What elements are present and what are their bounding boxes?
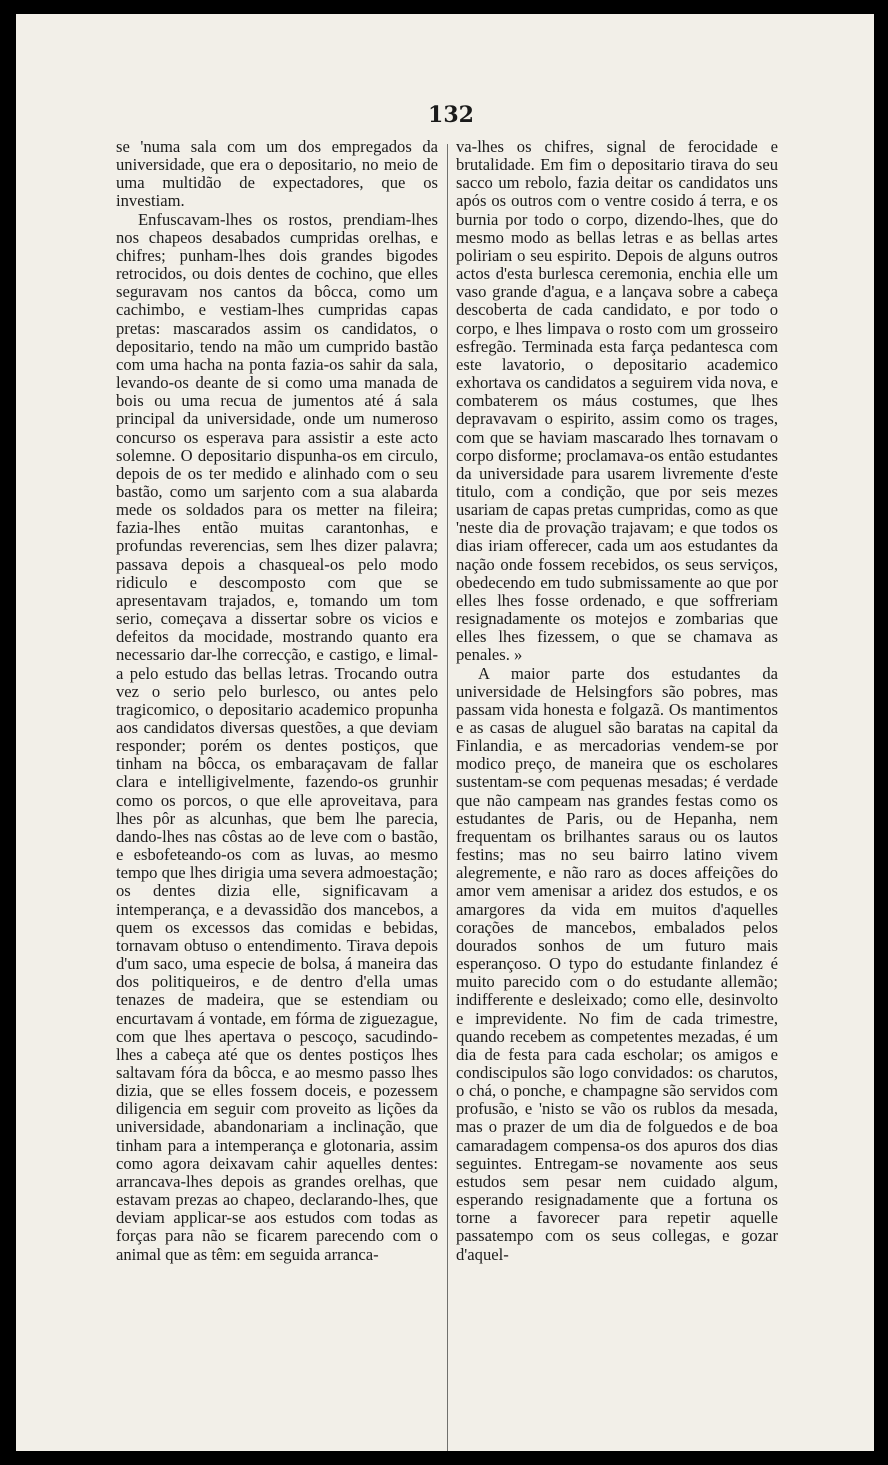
right-paragraph-1: va-lhes os chifres, signal de ferocidade e brutalidade. Em fim o depositario tirava do seu sacco um rebolo, fazia deitar os candidatos uns após os outros com o ventre cosido á terra, e os burnia por todo o corpo, dizendo-lhes, que do mesmo modo as bellas letras e as bellas artes poliriam o seu espirito. Depois de alguns outros actos d'esta burlesca ceremonia, enchia elle um vaso grande d'agua, e a lançava sobre a cabeça descoberta de cada candidato, e por todo o corpo, e lhes limpava o rosto com um grosseiro esfregão. Terminada esta farça pedantesca com este lavatorio, o depositario academico exhortava os candidatos a seguirem vida nova, e combaterem os máus costumes, que lhes depravavam o espirito, assim como os trages, com que se haviam mascarado lhes tornavam o corpo disforme; proclamava-os então estudantes da universidade para usarem livremente d'este titulo, com a condição, que por seis mezes usariam de capas pretas cumpridas, como as que 'neste dia de provação trajavam; e que todos os dias iriam offerecer, cada um aos estudantes da nação onde fossem recebidos, os seus serviços, obedecendo em tudo submissamente ao que por elles lhes fosse ordenado, e que soffreriam resignadamente os motejos e zombarias que elles lhes fizessem, o que se chamava as penales. » xyxy=(456,137,778,665)
right-column xyxy=(456,138,778,1264)
left-paragraph-2: Enfuscavam-lhes os rostos, prendiam-lhes nos chapeos desabados cumpridas orelhas, e chifres; punham-lhes dois grandes bigodes retrocidos, ou dois dentes de cochino, que elles seguravam nos cantos da bôcca, como um cachimbo, e vestiam-lhes cumpridas capas pretas: mascarados assim os candidatos, o depositario, tendo na mão um cumprido bastão com uma hacha na ponta fazia-os sahir da sala, levando-os deante de si como uma manada de bois ou uma recua de jumentos até á sala principal da universidade, onde um numeroso concurso os esperava para assistir a este acto solemne. O depositario dispunha-os em circulo, depois de os ter medido e alinhado com o seu bastão, como um sarjento com a sua alabarda mede os soldados para os metter na fileira; fazia-lhes então muitas carantonhas, e profundas reverencias, sem lhes dizer palavra; passava depois a chasqueal-os pelo modo ridiculo e descomposto com que se apresentavam trajados, e, tomando um tom serio, começava a dissertar sobre os vicios e defeitos da mocidade, mostrando quanto era necessario dar-lhe correcção, e castigo, e limal-a pelo estudo das bellas letras. Trocando outra vez o serio pelo burlesco, ou antes pelo tragicomico, o depositario academico propunha aos candidatos diversas questões, a que deviam responder; porém os dentes postiços, que tinham na bôcca, os embaraçavam de fallar clara e intelligivelmente, fazendo-os grunhir como os porcos, o que elle aproveitava, para lhes pôr as alcunhas, que bem lhe parecia, dando-lhes nas côstas ao de leve com o bastão, e esbofeteando-os com as luvas, ao mesmo tempo que lhes dirigia uma severa admoestação; os dentes dizia elle, significavam a intemperança, e a devassidão dos mancebos, a quem os excessos das comidas e bebidas, tornavam obtuso o entendimento. Tirava depois d'um saco, uma especie de bolsa, á maneira das dos politiqueiros, e de dentro d'ella umas tenazes de madeira, que se estendiam ou encurtavam á vontade, em fórma de ziguezague, com que lhes apertava o pescoço, sacudindo-lhes a cabeça até que os dentes postiços lhes saltavam fóra da bôcca, e ao mesmo passo lhes dizia, que se elles fossem doceis, e pozessem diligencia em seguir com proveito as lições da universidade, abandonariam a inclinação, que tinham para a intemperança e glotonaria, assim como agora deixavam cahir aquelles dentes: arrancava-lhes depois as grandes orelhas, que estavam prezas ao chapeo, declarando-lhes, que deviam applicar-se aos estudos com todas as forças para não se ficarem parecendo com o animal que as têm: em seguida arranca- xyxy=(116,209,438,1264)
left-paragraph-1: se 'numa sala com um dos empregados da universidade, que era o depositario, no meio de uma multidão de expectadores, que os investiam. xyxy=(116,137,438,211)
right-paragraph-2: A maior parte dos estudantes da universidade de Helsingfors são pobres, mas passam vida honesta e folgazã. Os mantimentos e as casas de aluguel são baratas na capital da Finlandia, e as mercadorias vendem-se por modico preço, de maneira que os escholares sustentam-se com pequenas mesadas; é verdade que não campeam nas grandes festas como os estudantes de Paris, ou de Hepanha, nem frequentam os brilhantes saraus ou os lautos festins; mas no seu bairro latino vivem alegremente, e não raro as doces affeições do amor vem amenisar a aridez dos estudos, e os amargores da vida em muitos d'aquelles corações de mancebos, embalados pelos dourados sonhos de um futuro mais esperançoso. O typo do estudante finlandez é muito parecido com o do estudante allemão; indifferente e desleixado; como elle, desinvolto e imprevidente. No fim de cada trimestre, quando recebem as competentes mezadas, é um dia de festa para cada escholar; os amigos e condiscipulos são logo convidados: os charutos, o chá, o ponche, e champagne são servidos com profusão, e 'nisto se vão os rublos da mesada, mas o prazer de um dia de folguedos e de boa camaradagem compensa-os dos apuros dos dias seguintes. Entregam-se novamente aos seus estudos sem pesar nem cuidado algum, esperando resignadamente que a fortuna os torne a favorecer para repetir aquelle passatempo com os seus collegas, e gozar d'aquel- xyxy=(456,663,778,1264)
page-number: 132 xyxy=(428,102,474,128)
book-page xyxy=(16,14,874,1451)
left-column xyxy=(116,138,438,1264)
column-divider xyxy=(447,144,448,1451)
